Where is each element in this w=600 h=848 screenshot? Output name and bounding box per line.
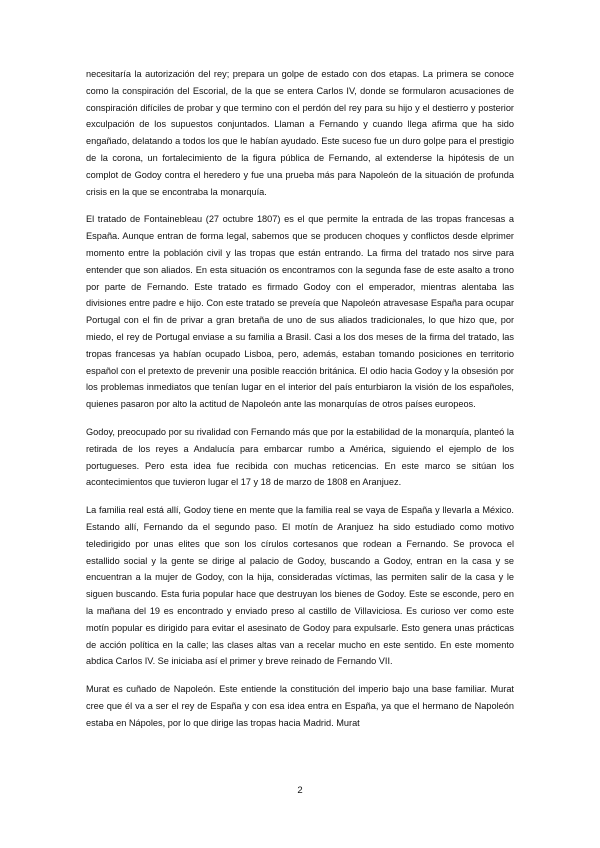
paragraph-2: El tratado de Fontainebleau (27 octubre 1807) es el que permite la entrada de las tropas francesas a España. Aunque entran de forma legal, sabemos que se producen choques y conflictos desde elprimer momento entre la población civil y las tropas que están entrando. La firma del tratado nos sirve para entender que son aliados. En esta situación os encontramos con la segunda fase de este asalto a trono por parte de Fernando. Este tratado es firmado Godoy con el emperador, mientras alentaba las divisiones entre padre e hijo. Con este tratado se preveía que Napoleón atravesase España para ocupar Portugal con el fin de privar a gran bretaña de uno de sus aliados tradicionales, lo que hizo que, por miedo, el rey de Portugal enviase a su familia a Brasil. Casi a los dos meses de la firma del tratado, las tropas francesas ya habían ocupado Lisboa, pero, además, estaban tomando posiciones en territorio español con el pretexto de prevenir una posible reacción británica. El odio hacia Godoy y la obsesión por los problemas inmediatos que tenían lugar en el interior del país enturbiaron la visión de los españoles, quienes pasaron por alto la actitud de Napoleón ante las monarquías de otros países europeos. <box>86 214 514 410</box>
page-number: 2 <box>297 785 303 796</box>
body-text <box>86 66 514 742</box>
paragraph-3: Godoy, preocupado por su rivalidad con Fernando más que por la estabilidad de la monarquía, planteó la retirada de los reyes a Andalucía para embarcar rumbo a América, siguiendo el ejemplo de los portugueses. Pero esta idea fue recibida con muchas reticencias. En este marco se sitúan los acontecimientos que tuvieron lugar el 17 y 18 de marzo de 1808 en Aranjuez. <box>86 426 514 488</box>
paragraph-5: Murat es cuñado de Napoleón. Este entiende la constitución del imperio bajo una base familiar. Murat cree que él va a ser el rey de España y con esa idea entra en España, ya que el hermano de Napoleón estaba en Nápoles, por lo que dirige las tropas hacia Madrid. Murat <box>86 684 514 728</box>
paragraph-1: necesitaría la autorización del rey; prepara un golpe de estado con dos etapas. La primera se conoce como la conspiración del Escorial, de la que se entera Carlos IV, donde se formularon acusaciones de conspiración difíciles de probar y que termino con el perdón del rey para su hijo y el destierro y posterior exculpación de los supuestos conjuntados. Llaman a Fernando y cuando llega afirma que ha sido engañado, delatando a todos los que le habían ayudado. Este suceso fue un duro golpe para el prestigio de la corona, un fortalecimiento de la figura pública de Fernando, al extenderse la hipótesis de un complot de Godoy contra el heredero y fue una prueba más para Napoleón de la situación de profunda crisis en la que se encontraba la monarquía. <box>86 69 514 197</box>
paragraph-4: La familia real está allí, Godoy tiene en mente que la familia real se vaya de España y llevarla a México. Estando allí, Fernando da el segundo paso. El motín de Aranjuez ha sido estudiado como motivo teledirigido por unas elites que son los círulos cortesanos que rodean a Fernando. Se provoca el estallido social y la gente se dirige al palacio de Godoy, buscando a Godoy, entran en la casa y se encuentran a la mujer de Godoy, con la hija, consideradas víctimas, las permiten salir de la casa y le siguen buscando. Esta furia popular hace que destruyan los bienes de Godoy. Este se esconde, pero en la mañana del 19 es encontrado y enviado preso al castillo de Villaviciosa. Es curioso ver como este motín popular es dirigido para evitar el asesinato de Godoy para expulsarle. Esto genera unas prácticas de acción política en la calle; las clases altas van a recelar mucho en este sentido. En este momento abdica Carlos IV. Se iniciaba así el primer y breve reinado de Fernando VII. <box>86 505 514 667</box>
